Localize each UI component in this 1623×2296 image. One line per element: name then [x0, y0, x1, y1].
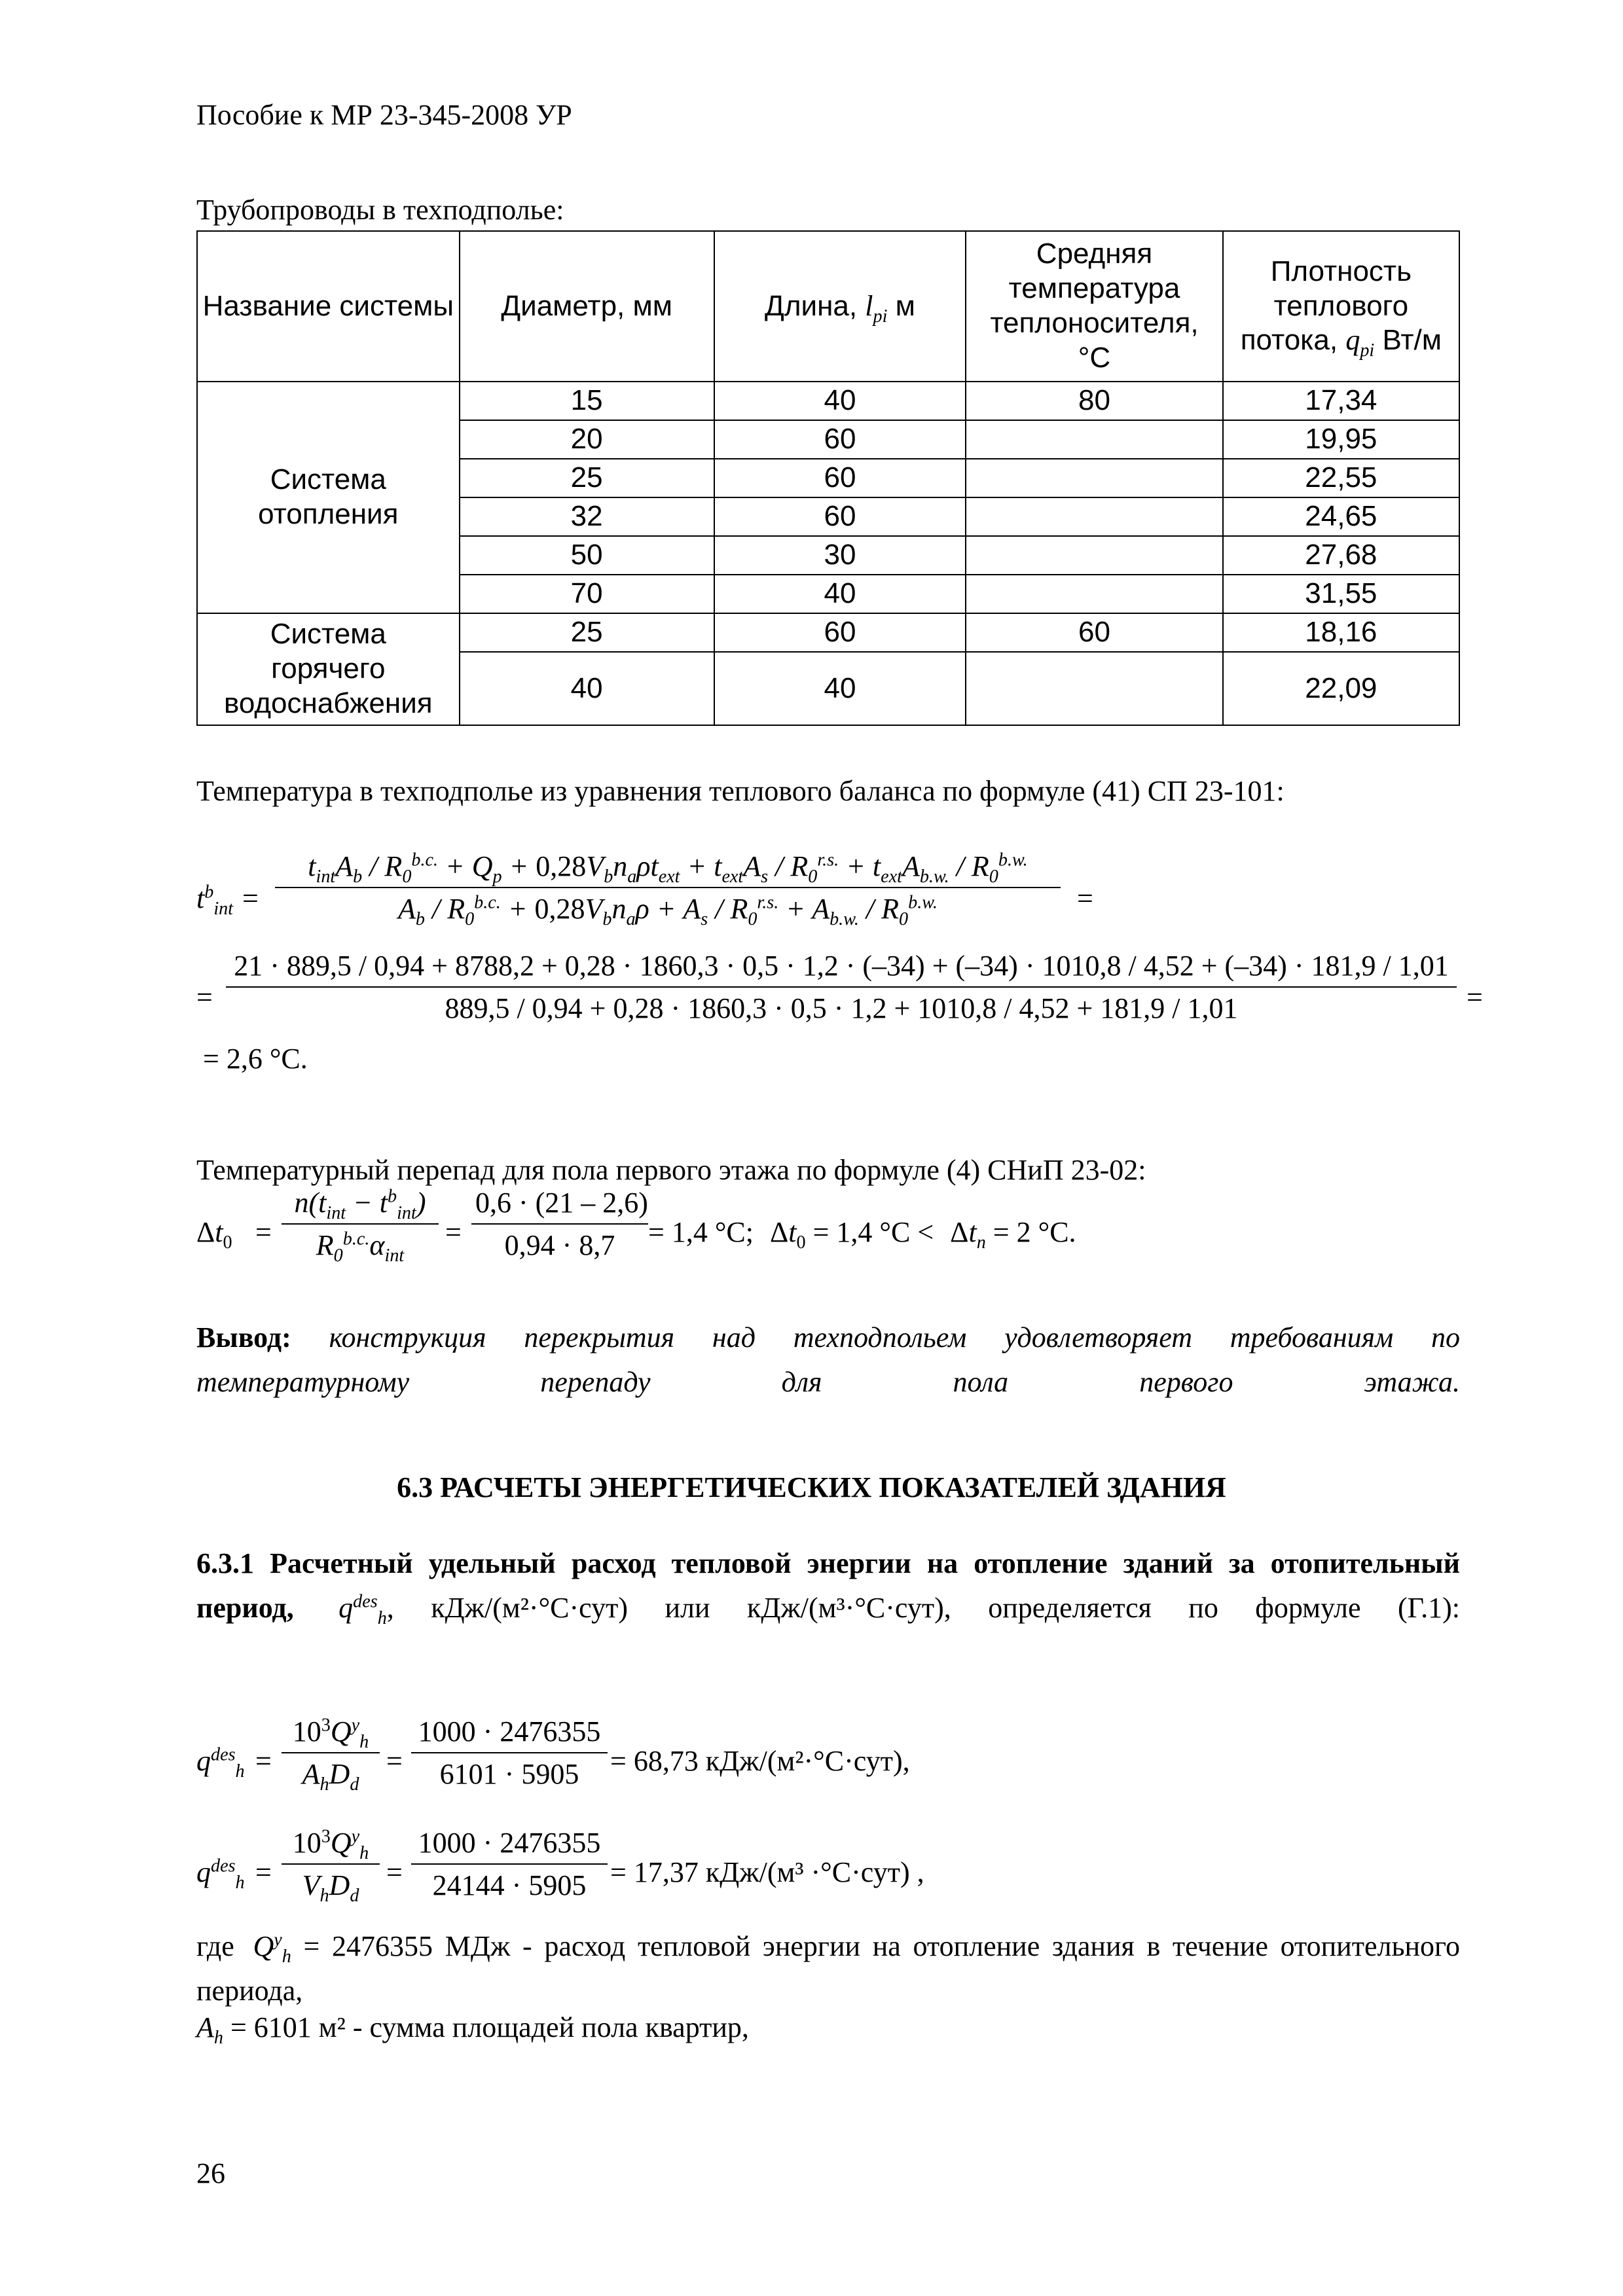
table-row [197, 382, 1459, 420]
cell-flux: 17,34 [1223, 382, 1459, 420]
cell-diameter: 25 [460, 459, 714, 497]
flux-symbol: $q_{pi}$ [1345, 324, 1375, 361]
cell-temperature [966, 575, 1222, 613]
cell-flux: 31,55 [1223, 575, 1459, 613]
cell-length: 40 [714, 575, 966, 613]
eq2-limit: = 2 °С. [993, 1216, 1076, 1248]
eq3b-numeric-fraction: $\frac{1000 \cdot 2476355}{24144 \cdot 5905}$ [411, 1826, 608, 1903]
drop-intro: Температурный перепад для пола первого этажа по формуле (4) СНиП 23-02: [196, 1154, 1146, 1186]
eq3a-symbolic-fraction: $10^3Q^y_h$ $A_hD_d$ [282, 1715, 380, 1792]
cell-flux: 24,65 [1223, 497, 1459, 536]
cell-temperature [966, 652, 1222, 725]
cell-length: 60 [714, 459, 966, 497]
eq1-numeric-denominator: 889,5 / 0,94 + 0,28 · 1860,3 · 0,5 · 1,2 + 1010,8 / 4,52 + 181,9 / 1,01 [226, 986, 1457, 1026]
length-symbol: $l_{pi}$ [865, 289, 888, 327]
eq1-numeric-equals: = [196, 981, 213, 1013]
cell-diameter: 25 [460, 613, 714, 652]
eq1-numeric-numerator: 21 · 889,5 / 0,94 + 8788,2 + 0,28 · 1860,3 · 0,5 · 1,2 · (–34) + (–34) · 1010,8 / 4,52 + (–34) · 181,9 / 1,01 [234, 950, 1449, 982]
pipes-table [196, 230, 1460, 726]
subsection-paragraph [196, 1541, 1460, 1675]
eq1-symbolic-denominator: $A_b / R_0^{b.c.} + 0,28V_bn_a\rho + A_s / R_0^{r.s.} + A_{b.w.} / R_0^{b.w.}$ [275, 887, 1061, 927]
q-y-symbol: $Q^y_h$ [253, 1929, 291, 1967]
eq1-lhs: $t^b_{int}$ [196, 882, 234, 919]
eq1-result: = 2,6 °С. [203, 1043, 308, 1075]
cell-diameter: 32 [460, 497, 714, 536]
cell-length: 40 [714, 652, 966, 725]
page-number: 26 [196, 2157, 225, 2189]
eq1-symbolic-numerator: $t_{int}A_b / R_0^{b.c.} + Q_p + 0,28V_bn_a\rho t_{ext} + t_{ext}A_s / R_0^{r.s.} + t_{ext}A_{b.w.} / R_0^{b.w.}$ [308, 850, 1028, 887]
a-h-symbol: $A_h$ [196, 2011, 223, 2048]
eq2-equals: = [255, 1216, 272, 1248]
eq3a-result: = 68,73 кДж/(м²·°С·сут), [610, 1745, 910, 1777]
cell-flux: 22,55 [1223, 459, 1459, 497]
q-des-symbol: $q^{des}_h$ [338, 1591, 387, 1628]
conclusion-label: Вывод: [196, 1321, 291, 1354]
header-length-label: Длина, [765, 289, 858, 322]
conclusion-paragraph [196, 1316, 1460, 1449]
cell-diameter: 20 [460, 420, 714, 459]
where-line-2: $A_h = 6101$ м² - сумма площадей пола квартир, [196, 2011, 749, 2048]
cell-temperature [966, 459, 1222, 497]
table-row [197, 613, 1459, 652]
eq2-result: = 1,4 °С; [648, 1216, 754, 1248]
eq2-lhs: $\Delta t_0$ [196, 1216, 232, 1253]
eq2-symbolic-fraction: $n(t_{int} - t^b_{int})$ $R_0^{b.c.}\alpha_{int}$ [282, 1186, 439, 1263]
table-header-row [197, 231, 1459, 382]
cell-diameter: 50 [460, 536, 714, 575]
cell-flux: 18,16 [1223, 613, 1459, 652]
eq1-symbolic-fraction [275, 850, 1061, 927]
cell-temperature [966, 536, 1222, 575]
eq2-numeric-fraction: $\frac{0,6 \cdot (21 - 2,6)}{0,94 \cdot 8,7}$ [471, 1186, 648, 1263]
subsection-heading: 6.3.1 Расчетный удельный расход тепловой энергии на отопление зданий за отопительный период, [196, 1547, 1460, 1624]
eq3a-lhs: $q^{des}_h$ [196, 1744, 245, 1782]
cell-temperature [966, 420, 1222, 459]
section-title: 6.3 РАСЧЕТЫ ЭНЕРГЕТИЧЕСКИХ ПОКАЗАТЕЛЕЙ ЗДАНИЯ [397, 1471, 1226, 1503]
balance-intro: Температура в техподполье из уравнения теплового баланса по формуле (41) СП 23-101: [196, 775, 1285, 807]
header-temperature: Средняя температура теплоносителя, °С [966, 231, 1222, 382]
cell-flux: 19,95 [1223, 420, 1459, 459]
eq2-check: = 1,4 °С < [812, 1216, 934, 1248]
cell-diameter: 40 [460, 652, 714, 725]
cell-length: 60 [714, 497, 966, 536]
cell-temperature [966, 497, 1222, 536]
cell-flux: 22,09 [1223, 652, 1459, 725]
header-diameter: Диаметр, мм [460, 231, 714, 382]
eq1-numeric-fraction [226, 949, 1457, 1026]
cell-diameter: 70 [460, 575, 714, 613]
eq2-result-line: = 1,4 °С; $\Delta t_0 = 1,4$ $^\circ С < \Delta t_n = 2$ °С. [648, 1216, 1076, 1253]
eq1-numeric-equals-right: = [1467, 981, 1483, 1013]
cell-length: 60 [714, 420, 966, 459]
eq2-equals-2: = [445, 1216, 462, 1248]
where-paragraph: где $Q^y_h = 2476355$ МДж - расход тепловой энергии на отопление здания в течение отопительного периода, [196, 1929, 1461, 2007]
eq3b-result: = 17,37 кДж/(м³ ·°С·сут) , [610, 1856, 924, 1888]
header-system-name: Название системы [197, 231, 460, 382]
running-header: Пособие к МР 23-345-2008 УР [196, 99, 572, 131]
eq3b-symbolic-fraction: $10^3Q^y_h$ $V_hD_d$ [282, 1826, 380, 1903]
cell-length: 40 [714, 382, 966, 420]
conclusion-text: конструкция перекрытия над техподпольем удовлетворяет требованиям по температурному перепаду для пола первого этажа. [196, 1321, 1461, 1398]
cell-length: 60 [714, 613, 966, 652]
cell-temperature: 60 [966, 613, 1222, 652]
eq1-equals-right: = [1077, 882, 1093, 914]
cell-length: 30 [714, 536, 966, 575]
heating-system-cell: Система отопления [197, 382, 460, 613]
subsection-units: , кДж/(м²·°С·сут) или кДж/(м³·°С·сут), определяется по формуле (Г.1): [386, 1592, 1460, 1624]
header-flux: Плотность теплового потока, $q_{pi}$ Вт/м [1223, 231, 1459, 382]
cell-temperature: 80 [966, 382, 1222, 420]
eq3b-lhs: $q^{des}_h$ [196, 1856, 245, 1893]
hot-water-system-cell: Система горячего водоснабжения [197, 613, 460, 725]
cell-diameter: 15 [460, 382, 714, 420]
table-caption: Трубопроводы в техподполье: [196, 194, 564, 226]
eq1-equals: = [242, 882, 259, 914]
cell-flux: 27,68 [1223, 536, 1459, 575]
header-length: Длина, $l_{pi}$ м [714, 231, 966, 382]
eq3a-numeric-fraction: $\frac{1000 \cdot 2476355}{6101 \cdot 5905}$ [411, 1715, 608, 1792]
